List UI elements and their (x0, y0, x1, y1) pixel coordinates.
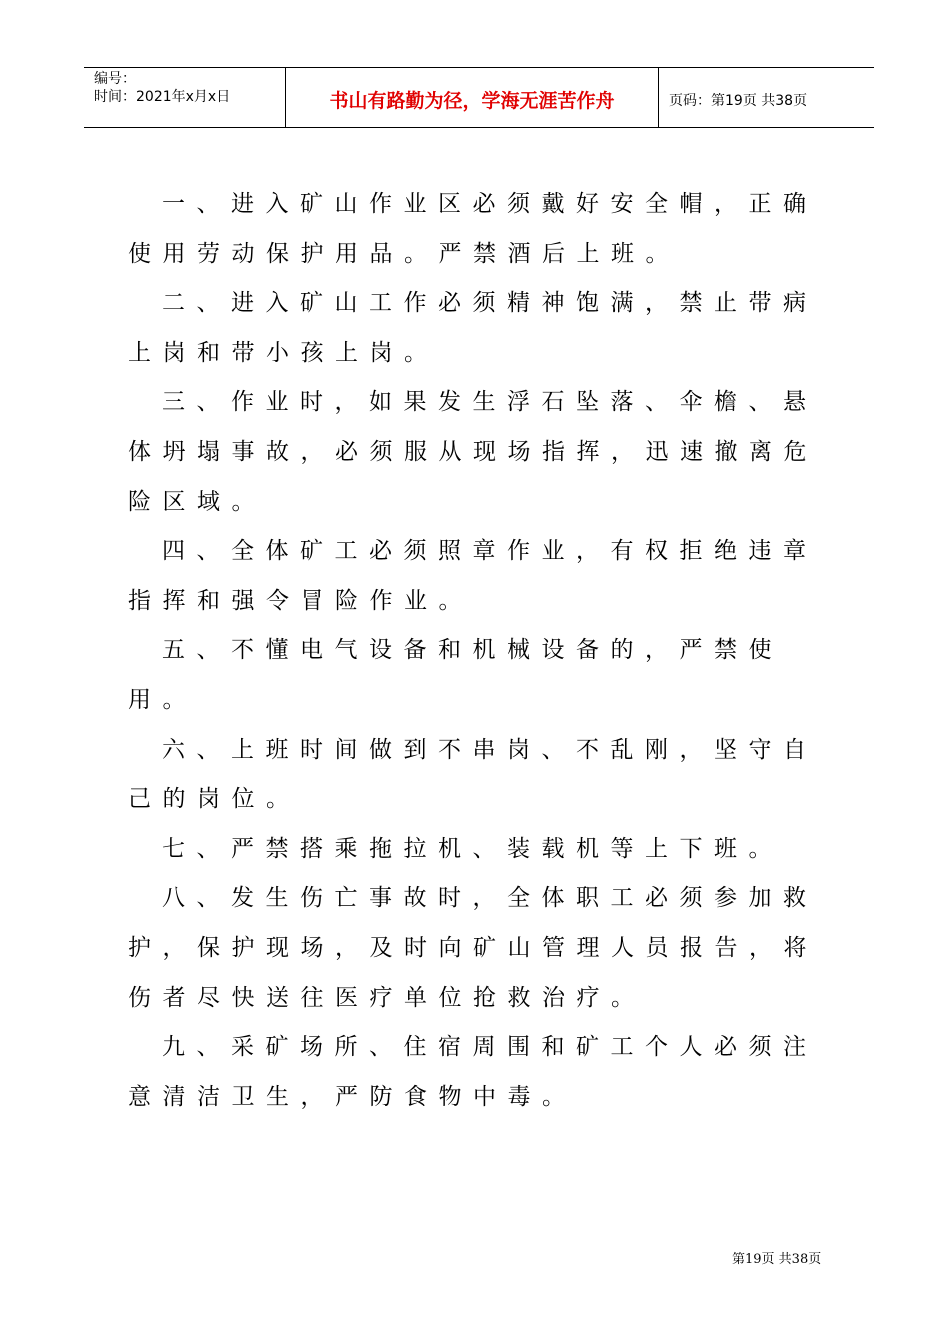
rule-paragraph-7: 七、严禁搭乘拖拉机、装载机等上下班。 (162, 835, 783, 862)
document-header (84, 67, 874, 128)
header-motto: 书山有路勤为径，学海无涯苦作舟 (286, 68, 659, 127)
header-meta-cell (84, 68, 286, 127)
rule-paragraph-5: 五、不懂电气设备和机械设备的，严禁使用。 (128, 637, 783, 713)
document-date-label: 时间：2021年x月x日 (94, 89, 231, 105)
rule-paragraph-6: 六、上班时间做到不串岗、不乱刚，坚守自己的岗位。 (128, 736, 818, 813)
document-body (128, 180, 828, 1122)
rule-paragraph-8: 八、发生伤亡事故时，全体职工必须参加救护，保护现场，及时向矿山管理人员报告，将伤者尽快送往医疗单位抢救治疗。 (128, 885, 818, 1011)
rule-paragraph-9: 九、采矿场所、住宿周围和矿工个人必须注意清洁卫生，严防食物中毒。 (128, 1034, 818, 1110)
header-page-code: 页码：第19页 共38页 (669, 92, 808, 109)
rule-paragraph-3: 三、作业时，如果发生浮石坠落、伞檐、悬体坍塌事故，必须服从现场指挥，迅速撤离危险区域。 (128, 389, 818, 515)
rule-paragraph-2: 二、进入矿山工作必须精神饱满，禁止带病上岗和带小孩上岗。 (128, 290, 818, 366)
rule-paragraph-1: 一、进入矿山作业区必须戴好安全帽，正确使用劳动保护用品。严禁酒后上班。 (128, 191, 818, 267)
page-footer-number: 第19页 共38页 (732, 1252, 822, 1267)
rule-paragraph-4: 四、全体矿工必须照章作业，有权拒绝违章指挥和强令冒险作业。 (128, 538, 818, 614)
document-number-label: 编号： (94, 71, 136, 87)
